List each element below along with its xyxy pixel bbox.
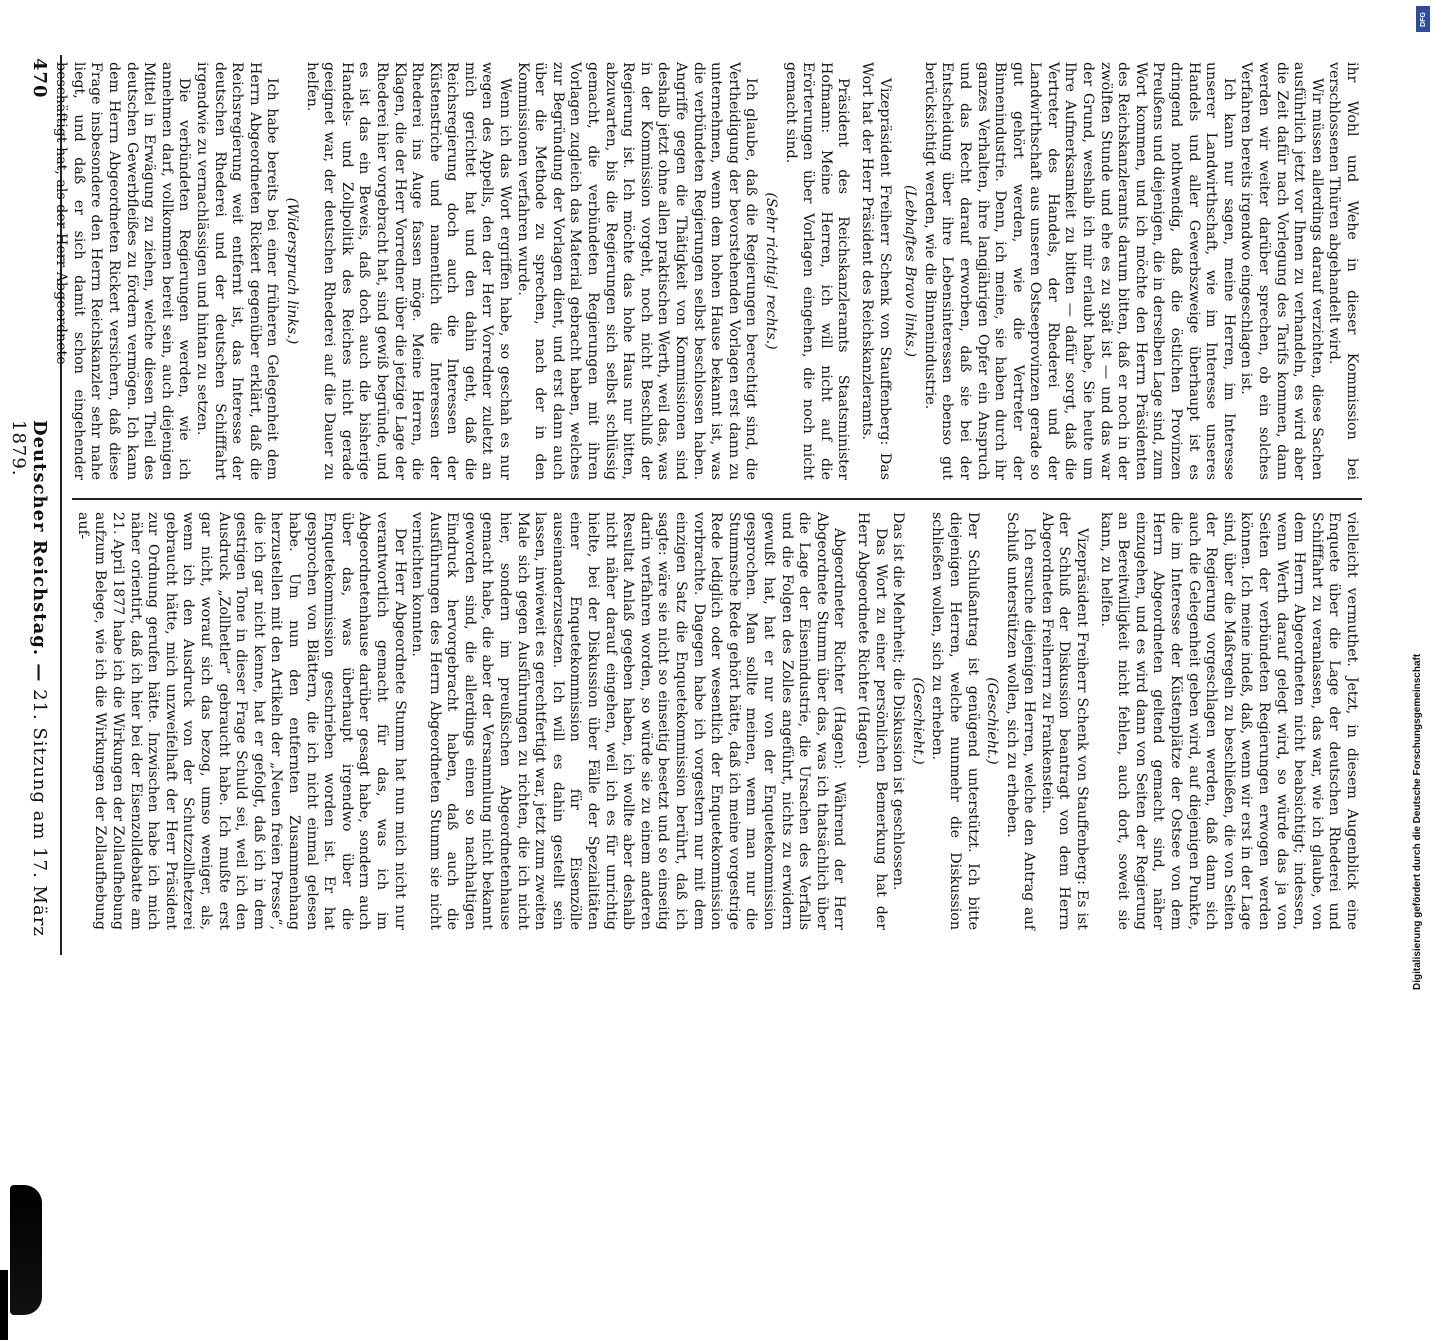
paragraph: Vizepräsident Freiherr Schenk von Stauffenberg: Es ist der Schluß der Diskussion beantragt von dem Herrn Abgeordneten Freiherrn zu Frankenstein. — [1038, 512, 1091, 930]
paragraph-gap — [893, 62, 899, 480]
paragraph: Abgeordneter Richter (Hagen): Während der Herr Abgeordnete Stumm über das, was ich thatsächlich über die Lage der Eisenindustrie, die Ursachen des Verfalls und die Folgen des Zolles angeführt, nichts zu erwidern gewußt hat, hat er nur von der Enquetekommission gesprochen. Man sollte meinen, wenn man nur die Stummsche Rede gehört hätte, daß ich meine vorgestrige Rede lediglich oder wesentlich der Enquetekommission vorbrachte. Dagegen habe ich vorgestern nur mit dem einzigen Satz die Enquetekommission berührt, daß ich sagte: wäre sie nicht so einseitig besetzt und so einseitig darin verfahren worden, so würde sie zu einem anderen Resultat Anlaß gegeben haben, ich wollte aber deshalb nicht näher darauf eingehen, weil ich es für unrichtig hielte, bei der Diskussion über Fälle der Spezialitäten einer Enquetekommission für Eisenzölle auseinanderzusetzen. Ich will es dahin gestellt sein lassen, inwieweit es gerechtfertigt war, jetzt zum zweiten Male sich gegen Ausführungen zu richten, die ich nicht hier, sondern im preußischen Abgeordnetenhause gemacht habe, die aber der Versammlung nicht bekannt geworden sind, die allerdings einen so nachhaltigen Eindruck hervorgebracht haben, daß auch die Ausführungen des Herrn Abgeordneten Stumm sie nicht vernichten konnten. — [409, 512, 848, 930]
stage-direction: (Widerspruch links.) — [283, 197, 300, 345]
paragraph: ihr Wohl und Wehe in dieser Kommission bei verschlossenen Thüren abgehandelt wird. — [1326, 62, 1360, 480]
paragraph: Das ist die Mehrheit; die Diskussion ist geschlossen. — [890, 512, 907, 891]
paragraph: Ich glaube, daß die Regierungen berechtigt sind, die Vertheidigung der bevorstehenden Vorlagen erst dann zu unternehmen, wenn dem hohen Hause bekannt ist, was die verbündeten Regierungen selbst beschlossen haben. Angriffe gegen die Thätigkeit von Kommissionen sind deshalb jetzt ohne allen praktischen Werth, weil das, was in der Kommission vorgeht, noch nicht Beschluß der Regierung ist. Ich möchte das hohe Haus nur bitten, abzuwarten, bis die Regierungen sich selbst schlüssig gemacht, die verbündeten Regierungen mit ihren Vorlagen zugleich das Material gebracht haben, welches zur Begründung der Vorlagen dient, und erst dann auch über die Methode zu sprechen, nach der in den Kommissionen verfahren wurde. — [514, 62, 760, 480]
session-label: 21. Sitzung am 17. März 1879. — [8, 420, 50, 937]
paragraph: Die verbündeten Regierungen werden, wie ich annehmen darf, vollkommen bereit sein, auch diejenigen Mittel in Erwägung zu ziehen, welche diesen Theil des deutschen Gewerbfleißes zu fördern vermögen. Ich kann dem Herrn Abgeordneten Rickert versichern, daß diese Frage insbesondere den Herrn Reichskanzler sehr nahe liegt, und daß er sich damit schon eingehender beschäftigt hat, als der Herr Abgeordnete — [53, 62, 193, 480]
paragraph: Der Schlußantrag ist genügend unterstützt. Ich bitte diejenigen Herren, welche nunmehr die Diskussion schließen wollen, sich zu erheben. — [929, 512, 981, 930]
digitization-credit: Digitalisierung gefördert durch die Deutsche Forschungsgemeinschaft — [1412, 653, 1423, 990]
scan-artifact-mark — [10, 1185, 42, 1315]
text-column-right — [70, 512, 1360, 930]
paragraph: Präsident des Reichskanzleramts Staatsminister Hofmann: Meine Herren, ich will nicht auf die Erörterungen über Vorlagen eingehen, die noch nicht gemacht sind. — [782, 62, 852, 480]
running-head — [8, 420, 50, 1000]
paragraph: vielleicht vermuthet. Jetzt, in diesem Augenblick eine Enquete über die Lage der deutschen Rhederei und Schifffahrt zu veranlassen, das war, wie ich glaube, von dem Herrn Abgeordneten nicht beabsichtigt; indessen, wenn Werth darauf gelegt wird, so würde das ja von Seiten der verbündeten Regierungen erwogen werden können. Ich meine indeß, daß, wenn wir erst in der Lage sind, über die Maßregeln zu beschließen, die von Seiten der Regierung vorgeschlagen werden, daß dann sich auch die Gelegenheit geben wird, auf diejenigen Punkte, die im Interesse der Küstenplätze der Ostsee von dem Herrn Abgeordneten geltend gemacht sind, näher einzugehen, und es wird dann von Seiten der Regierung an Bereitwilligkeit nicht fehlen, auch dort, soweit sie kann, zu helfen. — [1097, 512, 1360, 930]
stage-direction: (Sehr richtig! rechts.) — [763, 192, 779, 350]
column-divider — [72, 498, 1362, 500]
paragraph: Ich ersuche diejenigen Herren, welche den Antrag auf Schluß unterstützen wollen, sich zu erheben. — [1003, 512, 1038, 930]
dfg-logo-text: DFG — [1419, 11, 1427, 27]
paragraph: Ich kann nur sagen, meine Herren, im Interesse unserer Landwirthschaft, wie im Interesse unseres Handels und aller Gewerbszweige überhaupt ist es dringend nothwendig, daß die östlichen Provinzen Preußens und diejenigen, die in derselben Lage sind, zum Wort kommen, und ich möchte den Herrn Präsidenten des Reichskanzleramts darum bitten, daß er noch in der zwölften Stunde und ehe es zu spät ist — und das war der Grund, weshalb ich mir erlaubt habe, Sie heute um Ihre Aufmerksamkeit zu bitten — dafür sorgt, daß die Vertreter des Handels, der Rhederei und der Landwirthschaft aus unseren Ostseeprovinzen gerade so gut gehört werden, wie die Vertreter der Binnenindustrie. Denn, ich meine, sie haben durch ihr ganzes Verhalten, ihre langjährigen Opfer ein Anspruch und das Recht darauf erworben, daß sie bei der Entscheidung über ihre Lebensinteressen ebenso gut berücksichtigt werden, wie die Binnenindustrie. — [921, 62, 1237, 480]
paragraph: Vizepräsident Freiherr Schenk von Stauffenberg: Das Wort hat der Herr Präsident des Reichskanzleramts. — [858, 62, 893, 480]
page-number: 470 — [29, 58, 50, 99]
stage-direction: (Geschieht.) — [909, 677, 926, 765]
scan-artifact-edge — [0, 1270, 8, 1340]
paragraph: Das Wort zu einer persönlichen Bemerkung hat der Herr Abgeordnete Richter (Hagen). — [854, 512, 889, 930]
paragraph: Der Herr Abgeordnete Stumm hat nun mich nicht nur verantwortlich gemacht für das, was ich im Abgeordnetenhause darüber gesagt habe, sondern auch über das, was überhaupt irgendwo über die Enquetekommission geschrieben worden ist. Er hat gesprochen von Blättern, die ich nicht einmal gelesen habe. Um nun den entfernten Zusammenhang herzustellen mit den Artikeln der „Neuen freien Presse“, die ich gar nicht kenne, hat er gefolgt, daß ich in dem gestrigen Tone in dieser Frage Schuld sei, weil ich den Ausdruck „Zollhetler“ gebraucht habe. Ich mußte erst gar nicht, worauf sich das bezog, umso weniger, als, wenn ich den Ausdruck von der Schutzzollhetzerei gebraucht hätte, mich unzweifelhaft der Herr Präsident zur Ordnung gerufen hätte. Inzwischen habe ich mich näher orientirt, daß ich hier bei der Eisenzolldebatte am 21. April 1877 habe ich die Wirkungen der Zollaufhebung aufzum Belege, wie ich die Wirkungen der Zollaufhebung auf- — [74, 512, 408, 930]
text-column-left — [53, 62, 1360, 480]
paragraph: Wenn ich das Wort ergriffen habe, so geschah es nur wegen des Appells, den der Herr Vorredner zuletzt an mich gerichtet hat und den dahin geht, daß die Reichsregierung doch auch die Interessen der Küstenstriche und namentlich die Interessen der Rhederei ins Auge fassen möge. Meine Herren, die Klagen, die der Herr Vorredner über die jetzige Lage der Rhederei hier vorgebracht hat, sind gewiß begründe, und es ist das ein Beweis, daß doch auch die bisherige Handels- und Zollpolitik des Reiches nicht gerade geeignet war, der deutschen Rhederei auf die Dauer zu helfen. — [303, 62, 514, 480]
paragraph: Ich habe bereits bei einer früheren Gelegenheit dem Herrn Abgeordneten Rickert gegenüber erklärt, daß die Reichsregierung weit entfernt ist, das Interesse der deutschen Rhederei und der deutschen Schifffahrt irgendwie zu vernachlässigen und hintan zu setzen. — [194, 62, 281, 480]
stage-direction: (Lebhaftes Bravo links.) — [902, 184, 919, 358]
dfg-logo-badge — [1416, 6, 1430, 32]
stage-direction: (Geschieht.) — [984, 677, 1001, 765]
publication-title: Deutscher Reichstag. — — [29, 420, 50, 683]
paragraph: Wir müssen allerdings darauf verzichten, diese Sachen ausführlich jetzt vor Ihnen zu verhandeln, es wird aber die Zeit dafür nach Vorlegung des Tarifs kommen, dann werden wir weiter darüber sprechen, ob ein solches Verfahren bereits irgendwo eingeschlagen ist. — [1238, 62, 1325, 480]
